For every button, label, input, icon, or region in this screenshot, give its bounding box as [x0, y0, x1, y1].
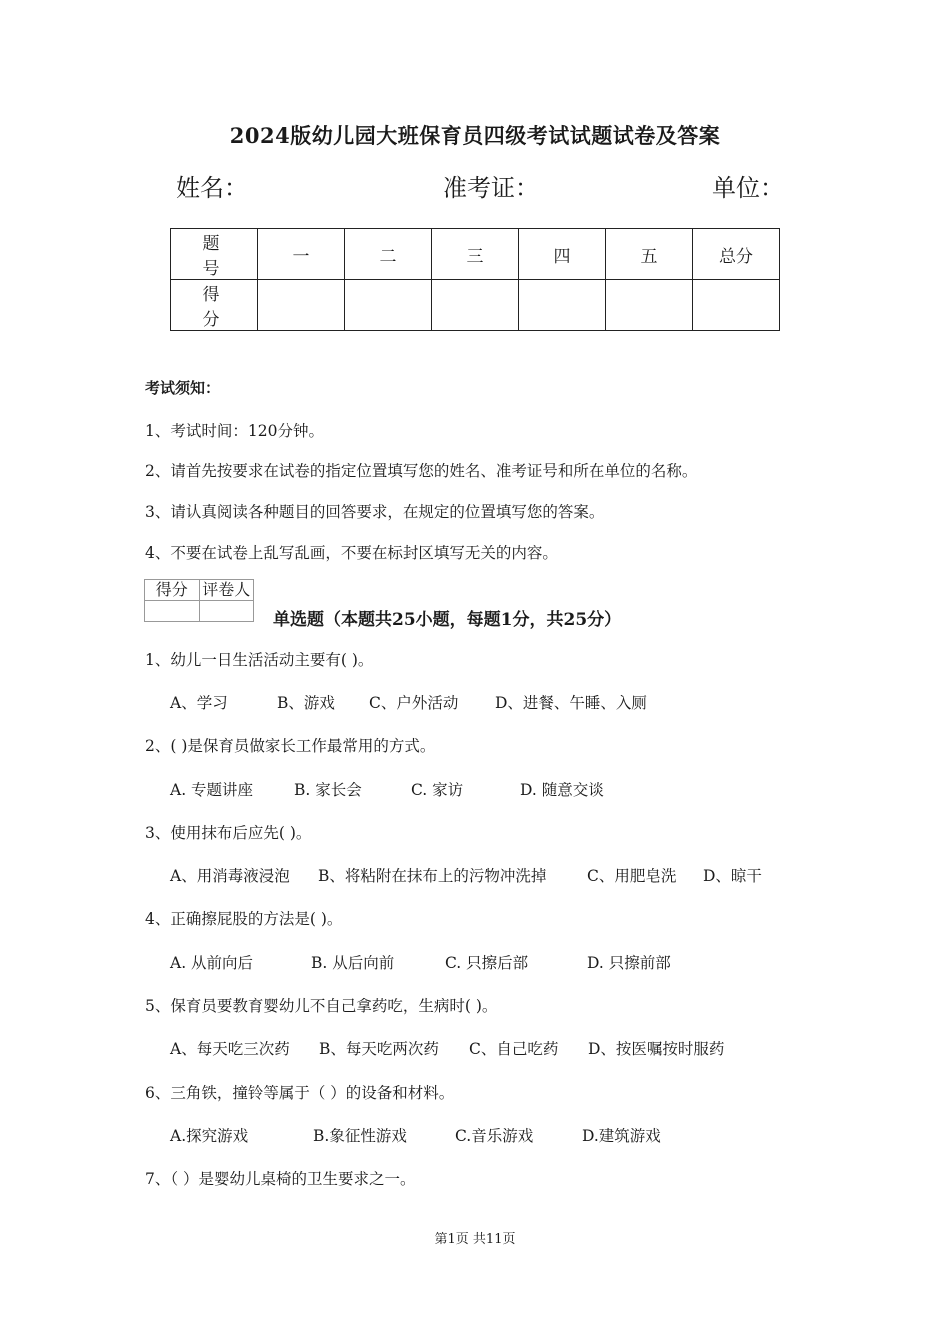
score-total-cell[interactable] [693, 280, 780, 331]
option-d[interactable]: D.建筑游戏 [582, 1127, 661, 1145]
grader-score-cell[interactable] [145, 601, 200, 622]
notice-item: 4、不要在试卷上乱写乱画，不要在标封区填写无关的内容。 [145, 544, 558, 562]
option-a[interactable]: A、用消毒液浸泡 [170, 867, 290, 885]
notice-item: 2、请首先按要求在试卷的指定位置填写您的姓名、准考证号和所在单位的名称。 [145, 462, 698, 480]
score-header-total: 总分 [693, 229, 780, 280]
score-row-label: 得 分 [171, 280, 258, 331]
option-a[interactable]: A. 从前向后 [170, 954, 254, 972]
score-cell[interactable] [258, 280, 345, 331]
notice-item: 1、考试时间：120分钟。 [145, 422, 324, 440]
question-5: 5、保育员要教育婴幼儿不自己拿药吃，生病时( )。 [145, 997, 498, 1015]
score-table [170, 228, 780, 331]
option-a[interactable]: A、学习 [170, 694, 228, 712]
option-d[interactable]: D、按医嘱按时服药 [588, 1040, 725, 1058]
option-c[interactable]: C. 家访 [411, 781, 464, 799]
score-header-cell: 一 [258, 229, 345, 280]
option-c[interactable]: C、自己吃药 [469, 1040, 559, 1058]
question-2: 2、( )是保育员做家长工作最常用的方式。 [145, 737, 436, 755]
notice-item: 3、请认真阅读各种题目的回答要求，在规定的位置填写您的答案。 [145, 503, 605, 521]
section-title: 单选题（本题共25小题，每题1分，共25分） [273, 610, 622, 630]
score-table-score-row [171, 280, 780, 331]
grader-reviewer-cell[interactable] [199, 601, 254, 622]
score-header-cell: 二 [345, 229, 432, 280]
notice-title: 考试须知： [145, 379, 221, 397]
question-7: 7、（ ）是婴幼儿桌椅的卫生要求之一。 [145, 1170, 416, 1188]
exam-id-field-label: 准考证： [443, 174, 539, 202]
question-3: 3、使用抹布后应先( )。 [145, 824, 312, 842]
score-table-header-row [171, 229, 780, 280]
score-cell[interactable] [519, 280, 606, 331]
option-d[interactable]: D、进餐、午睡、入厕 [495, 694, 647, 712]
option-a[interactable]: A. 专题讲座 [170, 781, 254, 799]
option-a[interactable]: A.探究游戏 [170, 1127, 249, 1145]
option-d[interactable]: D. 只擦前部 [587, 954, 671, 972]
option-b[interactable]: B、每天吃两次药 [319, 1040, 439, 1058]
option-c[interactable]: C、户外活动 [369, 694, 459, 712]
question-6: 6、三角铁，撞铃等属于（ ）的设备和材料。 [145, 1084, 455, 1102]
question-4: 4、正确擦屁股的方法是( )。 [145, 910, 343, 928]
name-field-label: 姓名： [176, 174, 248, 202]
score-cell[interactable] [345, 280, 432, 331]
option-d[interactable]: D、晾干 [703, 867, 762, 885]
option-c[interactable]: C. 只擦后部 [445, 954, 529, 972]
option-a[interactable]: A、每天吃三次药 [170, 1040, 290, 1058]
unit-field-label: 单位： [712, 174, 784, 202]
option-b[interactable]: B、将粘附在抹布上的污物冲洗掉 [318, 867, 547, 885]
grader-score-label: 得分 [145, 580, 200, 601]
page-footer: 第1页 共11页 [434, 1232, 516, 1247]
option-c[interactable]: C.音乐游戏 [455, 1127, 534, 1145]
grader-box [144, 579, 254, 622]
option-d[interactable]: D. 随意交谈 [520, 781, 604, 799]
option-b[interactable]: B、游戏 [277, 694, 335, 712]
option-b[interactable]: B. 从后向前 [311, 954, 395, 972]
score-cell[interactable] [606, 280, 693, 331]
grader-reviewer-label: 评卷人 [199, 580, 254, 601]
option-b[interactable]: B. 家长会 [294, 781, 362, 799]
option-c[interactable]: C、用肥皂洗 [587, 867, 677, 885]
score-cell[interactable] [432, 280, 519, 331]
exam-title: 2024版幼儿园大班保育员四级考试试题试卷及答案 [229, 123, 721, 148]
score-header-cell: 三 [432, 229, 519, 280]
score-header-label: 题 号 [171, 229, 258, 280]
option-b[interactable]: B.象征性游戏 [313, 1127, 407, 1145]
score-header-cell: 四 [519, 229, 606, 280]
score-header-cell: 五 [606, 229, 693, 280]
question-1: 1、幼儿一日生活活动主要有( )。 [145, 651, 374, 669]
